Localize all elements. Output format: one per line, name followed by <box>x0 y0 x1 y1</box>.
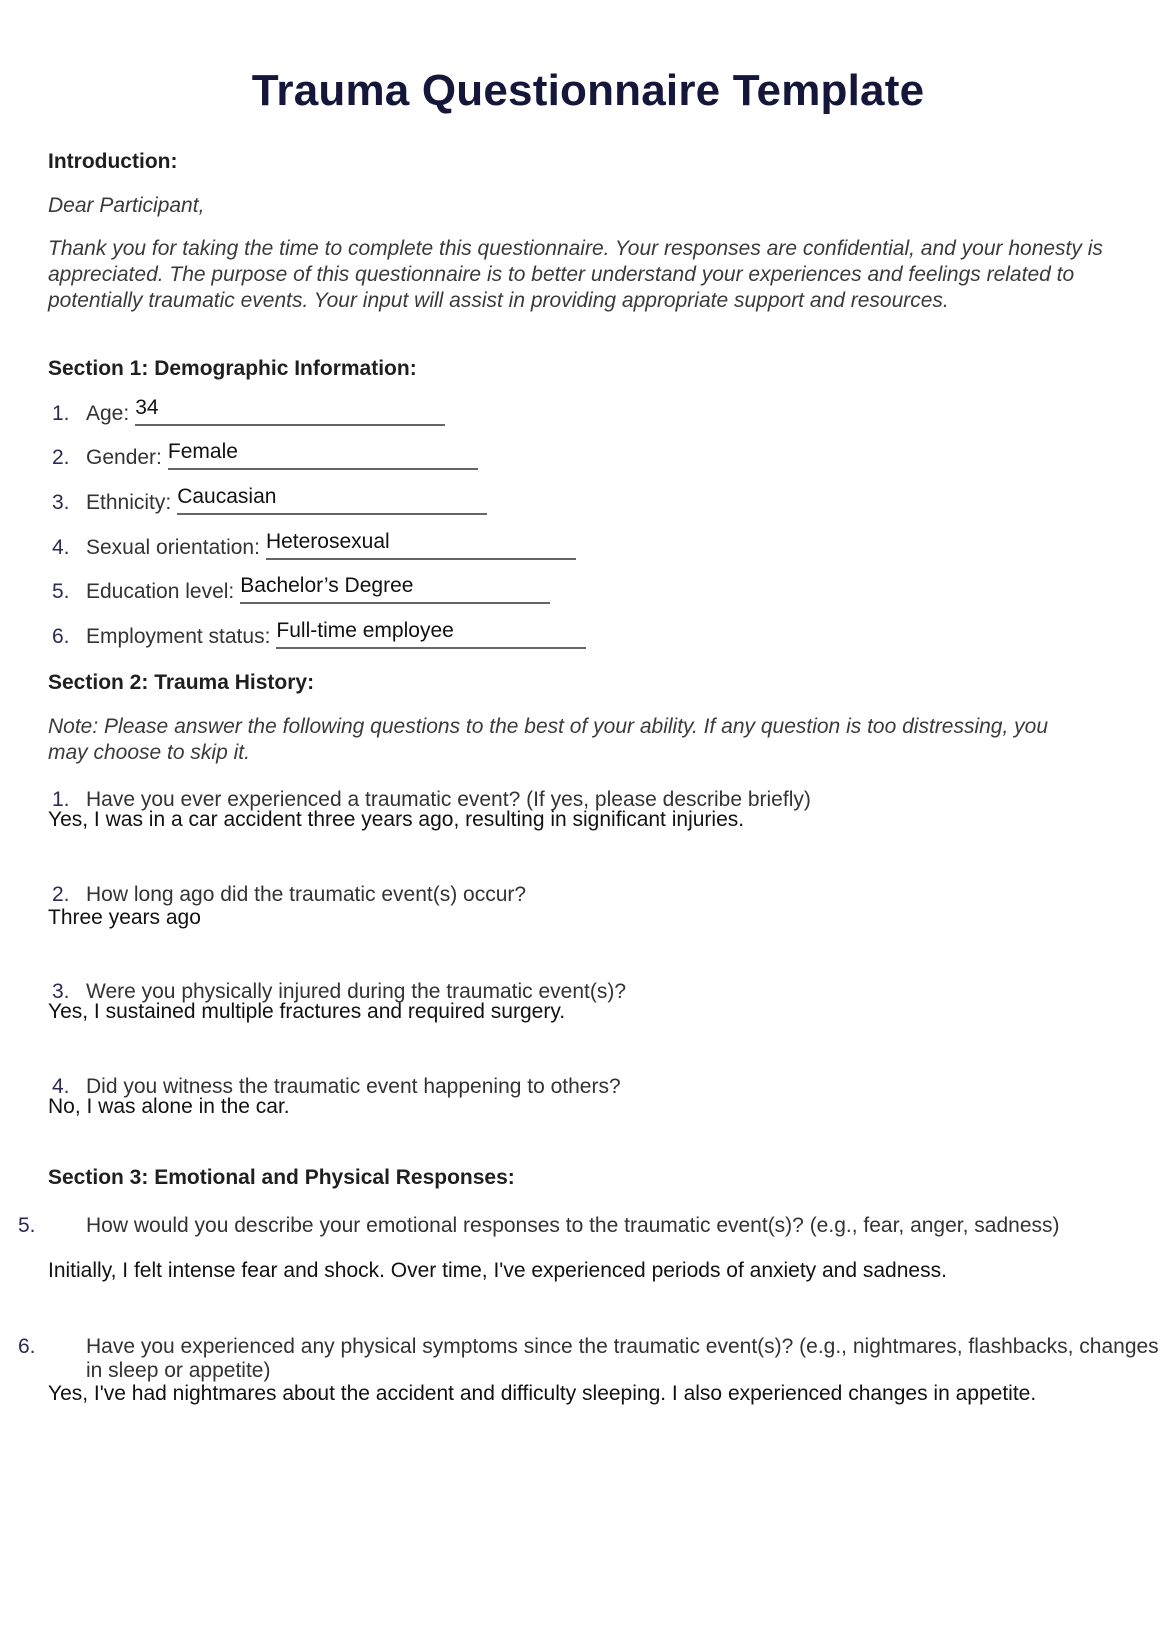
demographic-gender <box>52 442 478 470</box>
section1-heading: Section 1: Demographic Information: <box>48 357 417 380</box>
introduction-paragraph: Thank you for taking the time to complete this questionnaire. Your responses are confidential, and your honesty is appreciated. The purpose of this questionnaire is to better understand your experiences and feelings related to potentially traumatic events. Your input will assist in providing appropriate support and resources. <box>48 237 1103 312</box>
sexual-orientation-field[interactable] <box>266 532 576 560</box>
field-label: Gender: <box>86 446 162 469</box>
demographic-employment <box>52 621 586 649</box>
question-6 <box>18 1335 1166 1383</box>
question-text: Have you ever experienced a traumatic event? (If yes, please describe briefly) <box>86 788 811 811</box>
answer-4[interactable]: No, I was alone in the car. <box>48 1095 290 1118</box>
item-number: 3. <box>52 491 70 514</box>
question-number: 2. <box>52 883 70 906</box>
demographic-education <box>52 576 550 604</box>
demographic-ethnicity <box>52 487 487 515</box>
field-label: Education level: <box>86 580 235 603</box>
answer-6[interactable]: Yes, I've had nightmares about the accident and difficulty sleeping. I also experienced changes in appetite. <box>48 1382 1037 1405</box>
field-label: Employment status: <box>86 625 271 648</box>
field-value: Full-time employee <box>276 619 454 642</box>
question-number: 6. <box>18 1335 36 1358</box>
field-label: Sexual orientation: <box>86 536 260 559</box>
answer-3[interactable]: Yes, I sustained multiple fractures and required surgery. <box>48 1000 566 1023</box>
field-value: 34 <box>135 396 159 419</box>
question-text: Were you physically injured during the traumatic event(s)? <box>86 980 627 1003</box>
answer-2[interactable]: Three years ago <box>48 906 201 929</box>
question-number: 3. <box>52 980 70 1003</box>
item-number: 1. <box>52 402 70 425</box>
question-number: 1. <box>52 788 70 811</box>
field-value: Bachelor’s Degree <box>240 574 414 597</box>
document-title: Trauma Questionnaire Template <box>251 66 925 115</box>
question-text: How would you describe your emotional responses to the traumatic event(s)? (e.g., fear, anger, sadness) <box>86 1214 1060 1237</box>
education-field[interactable] <box>240 576 550 604</box>
question-text: Have you experienced any physical symptoms since the traumatic event(s)? (e.g., nightmares, flashbacks, changes in sleep or appetite) <box>86 1335 1159 1382</box>
gender-field[interactable] <box>168 442 478 470</box>
question-number: 5. <box>18 1214 36 1237</box>
section3-heading: Section 3: Emotional and Physical Responses: <box>48 1166 515 1189</box>
employment-field[interactable] <box>276 621 586 649</box>
question-number: 4. <box>52 1075 70 1098</box>
answer-1[interactable]: Yes, I was in a car accident three years ago, resulting in significant injuries. <box>48 808 745 831</box>
question-text: Did you witness the traumatic event happening to others? <box>86 1075 621 1098</box>
demographic-sexual-orientation <box>52 532 576 560</box>
item-number: 5. <box>52 580 70 603</box>
salutation: Dear Participant, <box>48 194 205 217</box>
field-value: Caucasian <box>177 485 277 508</box>
item-number: 6. <box>52 625 70 648</box>
question-5 <box>18 1214 1166 1238</box>
answer-5[interactable]: Initially, I felt intense fear and shock. Over time, I've experienced periods of anxiety and sadness. <box>48 1259 947 1282</box>
section2-note: Note: Please answer the following questions to the best of your ability. If any question is too distressing, you may choose to skip it. <box>48 715 1049 764</box>
field-label: Age: <box>86 402 130 425</box>
introduction-heading: Introduction: <box>48 150 178 173</box>
field-label: Ethnicity: <box>86 491 172 514</box>
age-field[interactable] <box>135 398 445 426</box>
field-value: Female <box>167 440 238 463</box>
item-number: 4. <box>52 536 70 559</box>
item-number: 2. <box>52 446 70 469</box>
ethnicity-field[interactable] <box>177 487 487 515</box>
field-value: Heterosexual <box>265 530 390 553</box>
question-2 <box>52 883 526 907</box>
question-text: How long ago did the traumatic event(s) occur? <box>86 883 527 906</box>
demographic-age <box>52 398 445 426</box>
section2-heading: Section 2: Trauma History: <box>48 671 315 694</box>
